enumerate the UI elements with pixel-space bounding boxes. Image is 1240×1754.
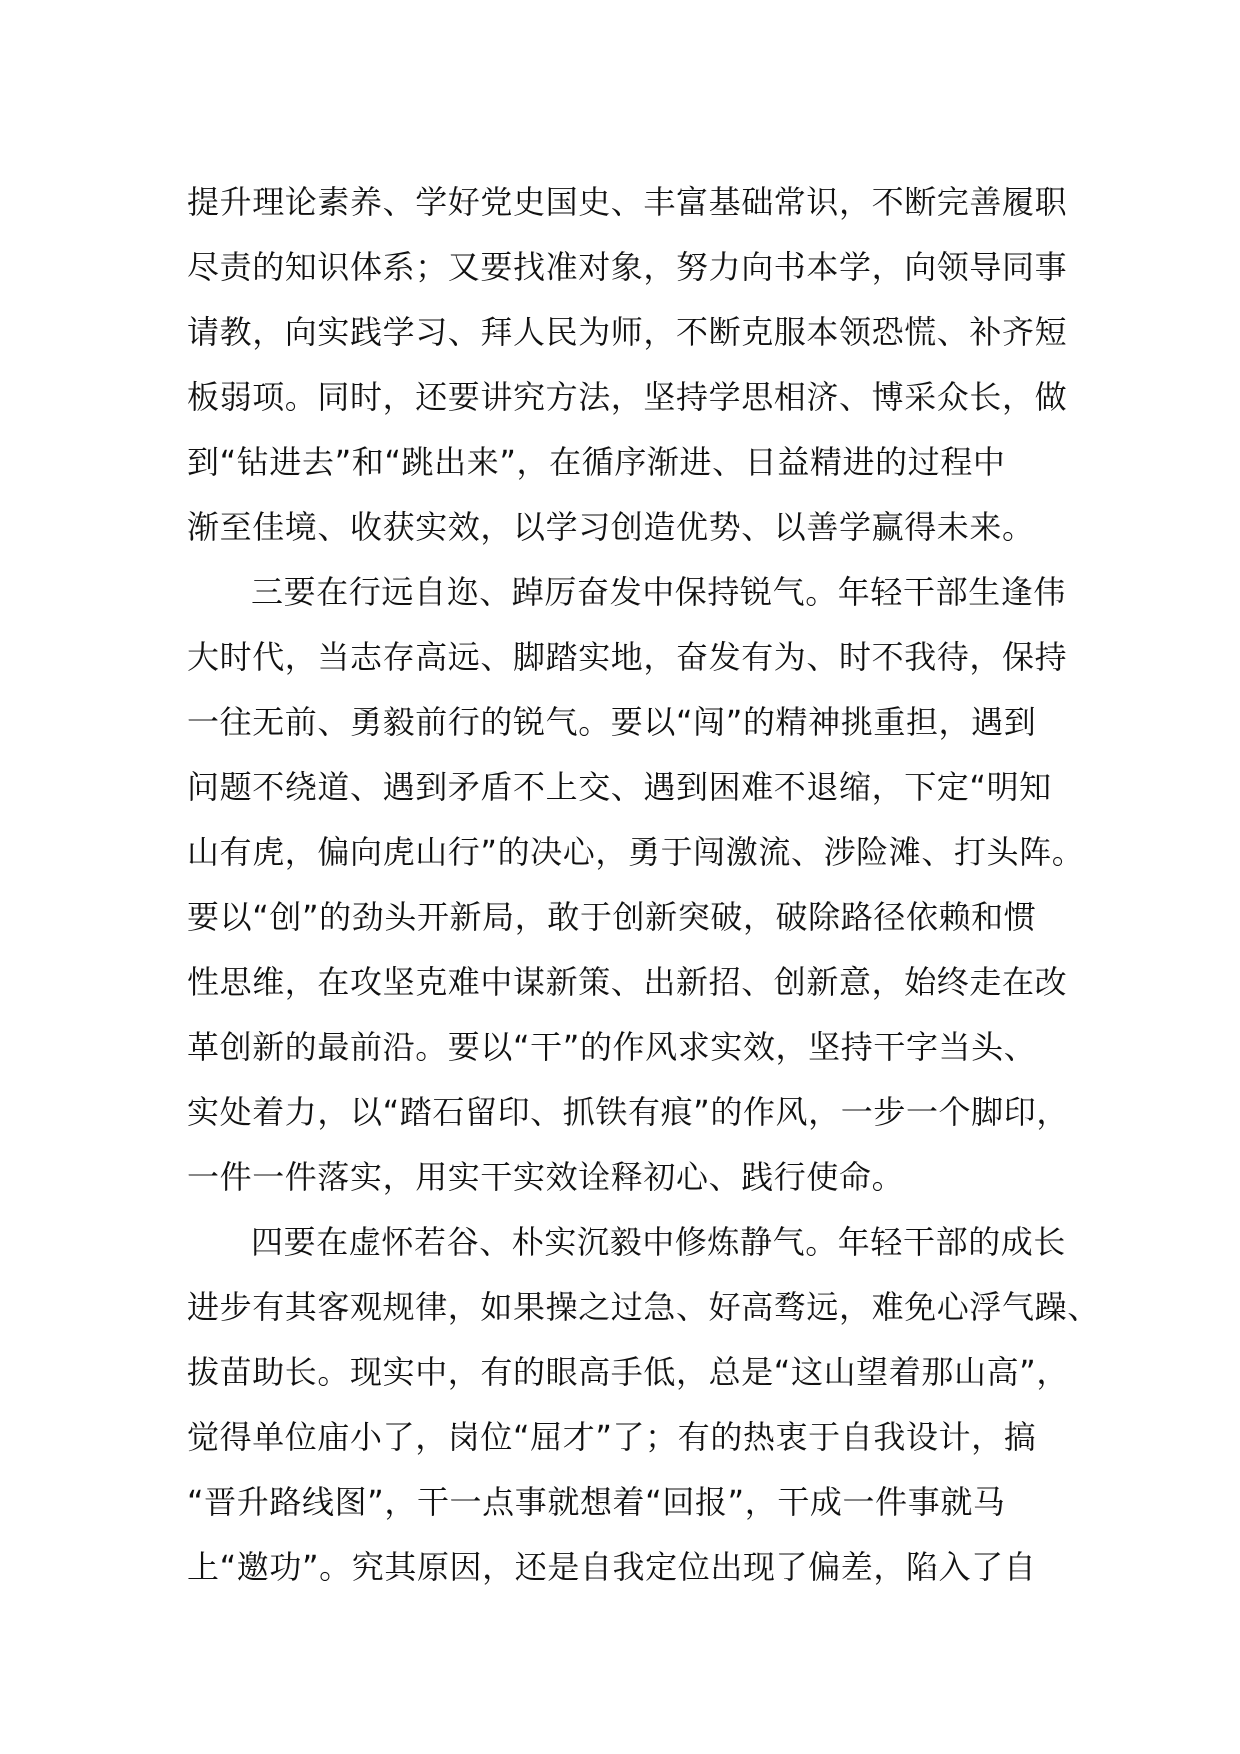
paragraph-start-line: 四要在虚怀若谷、朴实沉毅中修炼静气。年轻干部的成长 xyxy=(251,1223,1067,1261)
text-line: 实处着力，以“踏石留印、抓铁有痕”的作风，一步一个脚印， xyxy=(187,1093,1069,1131)
text-line: 一往无前、勇毅前行的锐气。要以“闯”的精神挑重担，遇到 xyxy=(187,703,1037,741)
paragraph-start-line: 三要在行远自迩、踔厉奋发中保持锐气。年轻干部生逢伟 xyxy=(251,573,1067,611)
body-text xyxy=(187,170,1100,1600)
text-line: 山有虎，偏向虎山行”的决心，勇于闯激流、涉险滩、打头阵。 xyxy=(187,833,1085,871)
text-line: 觉得单位庙小了，岗位“屈才”了；有的热衷于自我设计，搞 xyxy=(187,1418,1037,1456)
text-line: 尽责的知识体系；又要找准对象，努力向书本学，向领导同事 xyxy=(187,248,1068,286)
text-line: 提升理论素养、学好党史国史、丰富基础常识，不断完善履职 xyxy=(187,183,1068,221)
text-line: 革创新的最前沿。要以“干”的作风求实效，坚持干字当头、 xyxy=(187,1028,1037,1066)
text-line: 性思维，在攻坚克难中谋新策、出新招、创新意，始终走在改 xyxy=(187,963,1068,1001)
text-line: 请教，向实践学习、拜人民为师，不断克服本领恐慌、补齐短 xyxy=(187,313,1068,351)
text-line: 拔苗助长。现实中，有的眼高手低，总是“这山望着那山高”， xyxy=(187,1353,1069,1391)
text-line: 上“邀功”。究其原因，还是自我定位出现了偏差，陷入了自 xyxy=(187,1548,1037,1586)
text-line: “晋升路线图”，干一点事就想着“回报”，干成一件事就马 xyxy=(187,1483,1006,1521)
text-line: 大时代，当志存高远、脚踏实地，奋发有为、时不我待，保持 xyxy=(187,638,1068,676)
text-line: 到“钻进去”和“跳出来”，在循序渐进、日益精进的过程中 xyxy=(187,443,1006,481)
text-line: 进步有其客观规律，如果操之过急、好高骛远，难免心浮气躁、 xyxy=(187,1288,1100,1326)
text-line: 渐至佳境、收获实效，以学习创造优势、以善学赢得未来。 xyxy=(187,508,1035,546)
text-line: 一件一件落实，用实干实效诠释初心、践行使命。 xyxy=(187,1158,905,1196)
text-line: 要以“创”的劲头开新局，敢于创新突破，破除路径依赖和惯 xyxy=(187,898,1037,936)
text-line: 问题不绕道、遇到矛盾不上交、遇到困难不退缩，下定“明知 xyxy=(187,768,1052,806)
text-line: 板弱项。同时，还要讲究方法，坚持学思相济、博采众长，做 xyxy=(187,378,1068,416)
